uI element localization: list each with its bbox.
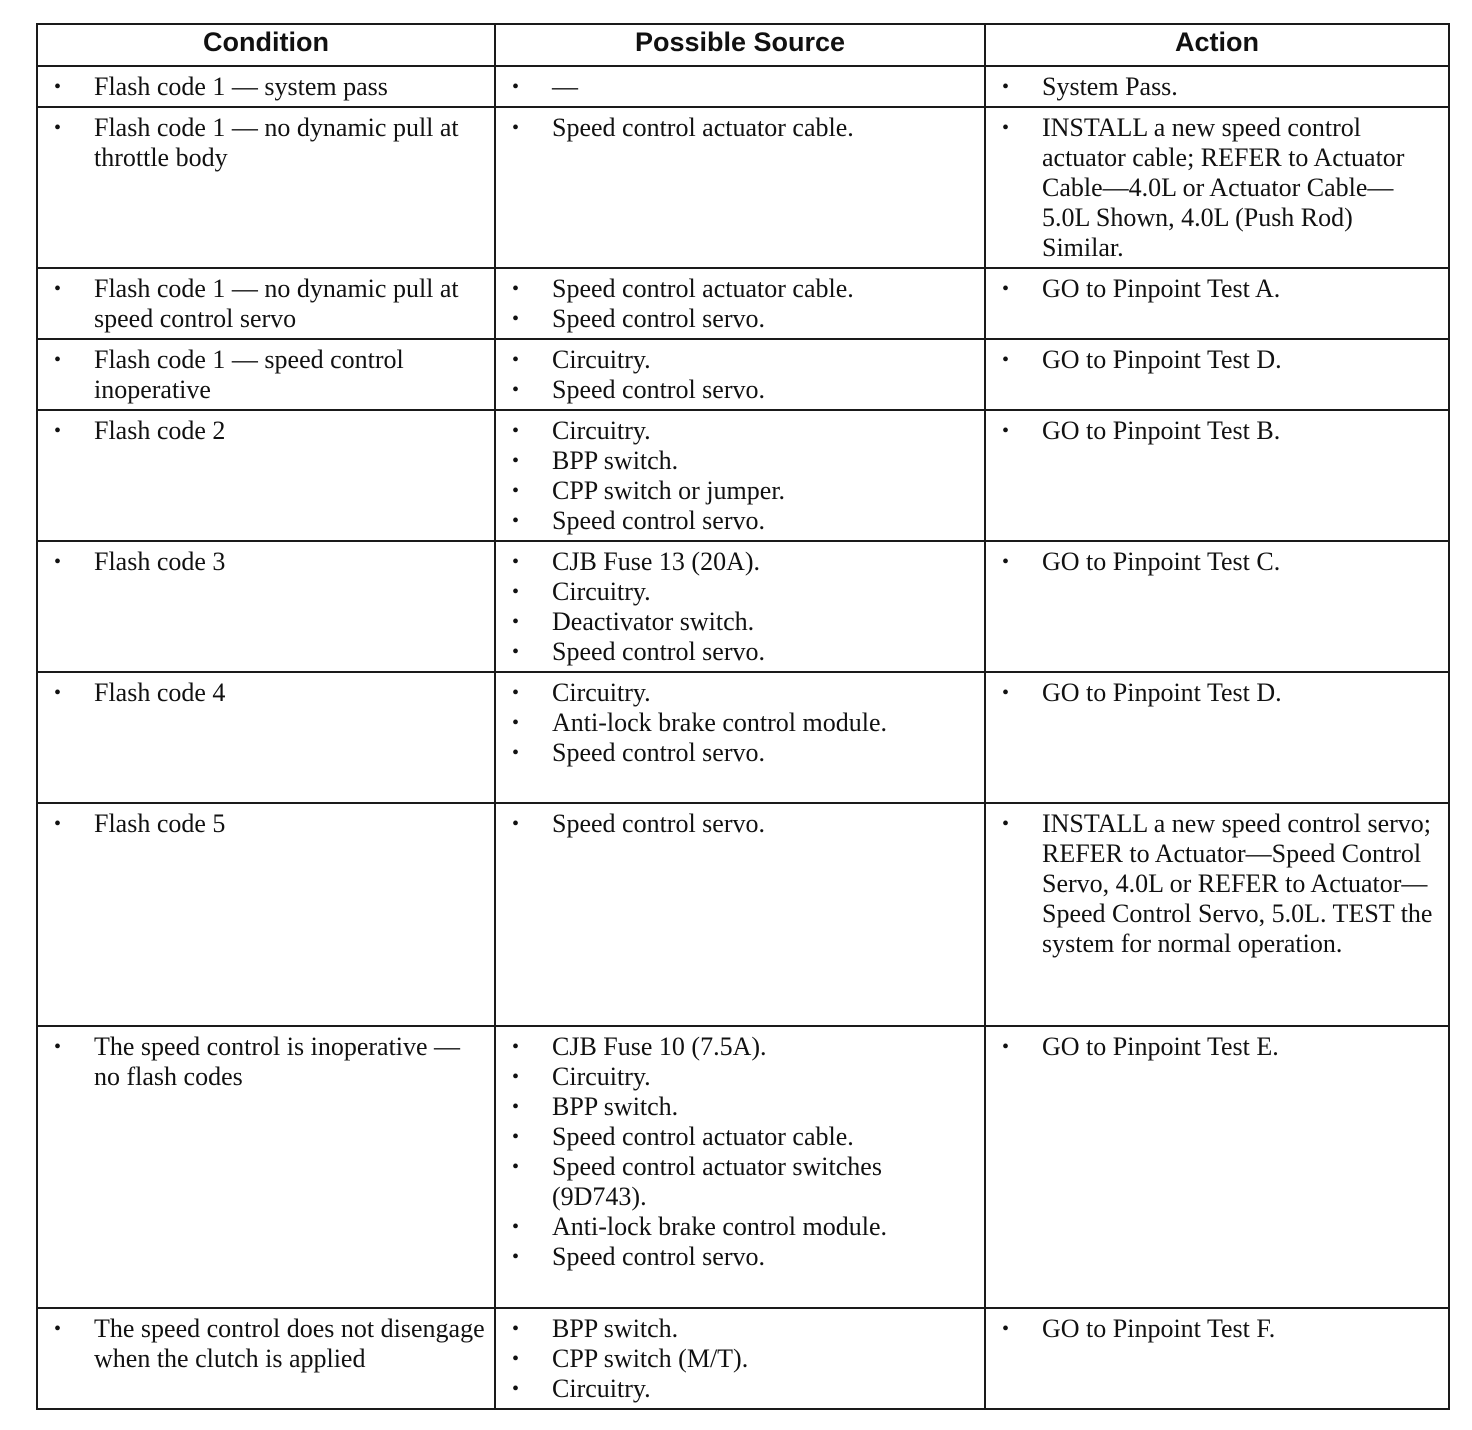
source-item: • CJB Fuse 10 (7.5A). [510,1032,976,1062]
table-row [37,541,1449,672]
table-row [37,339,1449,410]
possible-source-cell [495,107,985,268]
source-item: • Circuitry. [510,678,976,708]
condition-text: • Flash code 1 — speed control inoperative [52,345,486,405]
table-row [37,803,1449,1026]
condition-text: • Flash code 5 [52,809,486,839]
possible-source-cell [495,1026,985,1308]
action-cell [985,1026,1449,1308]
source-item: • Deactivator switch. [510,607,976,637]
source-item: • Speed control actuator cable. [510,113,976,143]
condition-text: • The speed control is inoperative — no flash codes [52,1032,486,1092]
condition-cell [37,268,495,339]
condition-cell [37,1308,495,1409]
condition-text: • Flash code 1 — no dynamic pull at throttle body [52,113,486,173]
table-body [37,66,1449,1409]
source-item: • Speed control servo. [510,809,976,839]
header-action: Action [985,24,1449,66]
source-item: • Circuitry. [510,416,976,446]
condition-cell [37,66,495,107]
condition-text: • Flash code 1 — system pass [52,72,486,102]
possible-source-cell [495,339,985,410]
action-text: • System Pass. [1000,72,1440,102]
condition-text: • The speed control does not disengage when the clutch is applied [52,1314,486,1374]
condition-cell [37,803,495,1026]
source-item: • CJB Fuse 13 (20A). [510,547,976,577]
action-text: • GO to Pinpoint Test A. [1000,274,1440,304]
source-item: • Speed control actuator cable. [510,1122,976,1152]
table-row [37,107,1449,268]
action-text: • GO to Pinpoint Test E. [1000,1032,1440,1062]
table-row [37,268,1449,339]
source-item: • Speed control servo. [510,738,976,768]
condition-text: • Flash code 4 [52,678,486,708]
source-item: • BPP switch. [510,1314,976,1344]
table-row [37,410,1449,541]
action-text: • INSTALL a new speed control actuator cable; REFER to Actuator Cable—4.0L or Actuator Cable—5.0L Shown, 4.0L (Push Rod) Similar. [1000,113,1440,263]
action-cell [985,66,1449,107]
table-row [37,672,1449,803]
action-cell [985,1308,1449,1409]
action-cell [985,268,1449,339]
source-item: • Circuitry. [510,577,976,607]
action-cell [985,672,1449,803]
possible-source-cell [495,1308,985,1409]
source-item: • Speed control actuator cable. [510,274,976,304]
source-item: • CPP switch (M/T). [510,1344,976,1374]
action-cell [985,339,1449,410]
source-item: • Speed control actuator switches (9D743). [510,1152,976,1212]
table-row [37,1026,1449,1308]
table-row [37,1308,1449,1409]
condition-cell [37,541,495,672]
possible-source-cell [495,66,985,107]
source-item: • Speed control servo. [510,637,976,667]
action-text: • GO to Pinpoint Test D. [1000,345,1440,375]
condition-cell [37,672,495,803]
header-condition: Condition [37,24,495,66]
action-cell [985,541,1449,672]
possible-source-cell [495,541,985,672]
source-item: • BPP switch. [510,446,976,476]
action-text: • GO to Pinpoint Test B. [1000,416,1440,446]
source-item: • Circuitry. [510,1062,976,1092]
source-item: • Speed control servo. [510,1242,976,1272]
condition-cell [37,1026,495,1308]
action-text: • GO to Pinpoint Test C. [1000,547,1440,577]
source-item: • — [510,72,976,102]
source-item: • Anti-lock brake control module. [510,708,976,738]
condition-cell [37,410,495,541]
action-cell [985,803,1449,1026]
possible-source-cell [495,268,985,339]
condition-cell [37,339,495,410]
possible-source-cell [495,803,985,1026]
condition-text: • Flash code 2 [52,416,486,446]
action-text: • GO to Pinpoint Test F. [1000,1314,1440,1344]
source-item: • Speed control servo. [510,375,976,405]
condition-text: • Flash code 1 — no dynamic pull at speed control servo [52,274,486,334]
source-item: • CPP switch or jumper. [510,476,976,506]
header-row [37,24,1449,66]
action-cell [985,107,1449,268]
source-item: • Circuitry. [510,345,976,375]
possible-source-cell [495,672,985,803]
source-item: • BPP switch. [510,1092,976,1122]
source-item: • Circuitry. [510,1374,976,1404]
source-item: • Speed control servo. [510,506,976,536]
condition-cell [37,107,495,268]
action-text: • INSTALL a new speed control servo; REFER to Actuator—Speed Control Servo, 4.0L or REFER to Actuator—Speed Control Servo, 5.0L. TEST the system for normal operation. [1000,809,1440,959]
action-text: • GO to Pinpoint Test D. [1000,678,1440,708]
condition-text: • Flash code 3 [52,547,486,577]
diagnosis-table [36,23,1450,1410]
action-cell [985,410,1449,541]
header-possible-source: Possible Source [495,24,985,66]
possible-source-cell [495,410,985,541]
source-item: • Speed control servo. [510,304,976,334]
source-item: • Anti-lock brake control module. [510,1212,976,1242]
table-row [37,66,1449,107]
